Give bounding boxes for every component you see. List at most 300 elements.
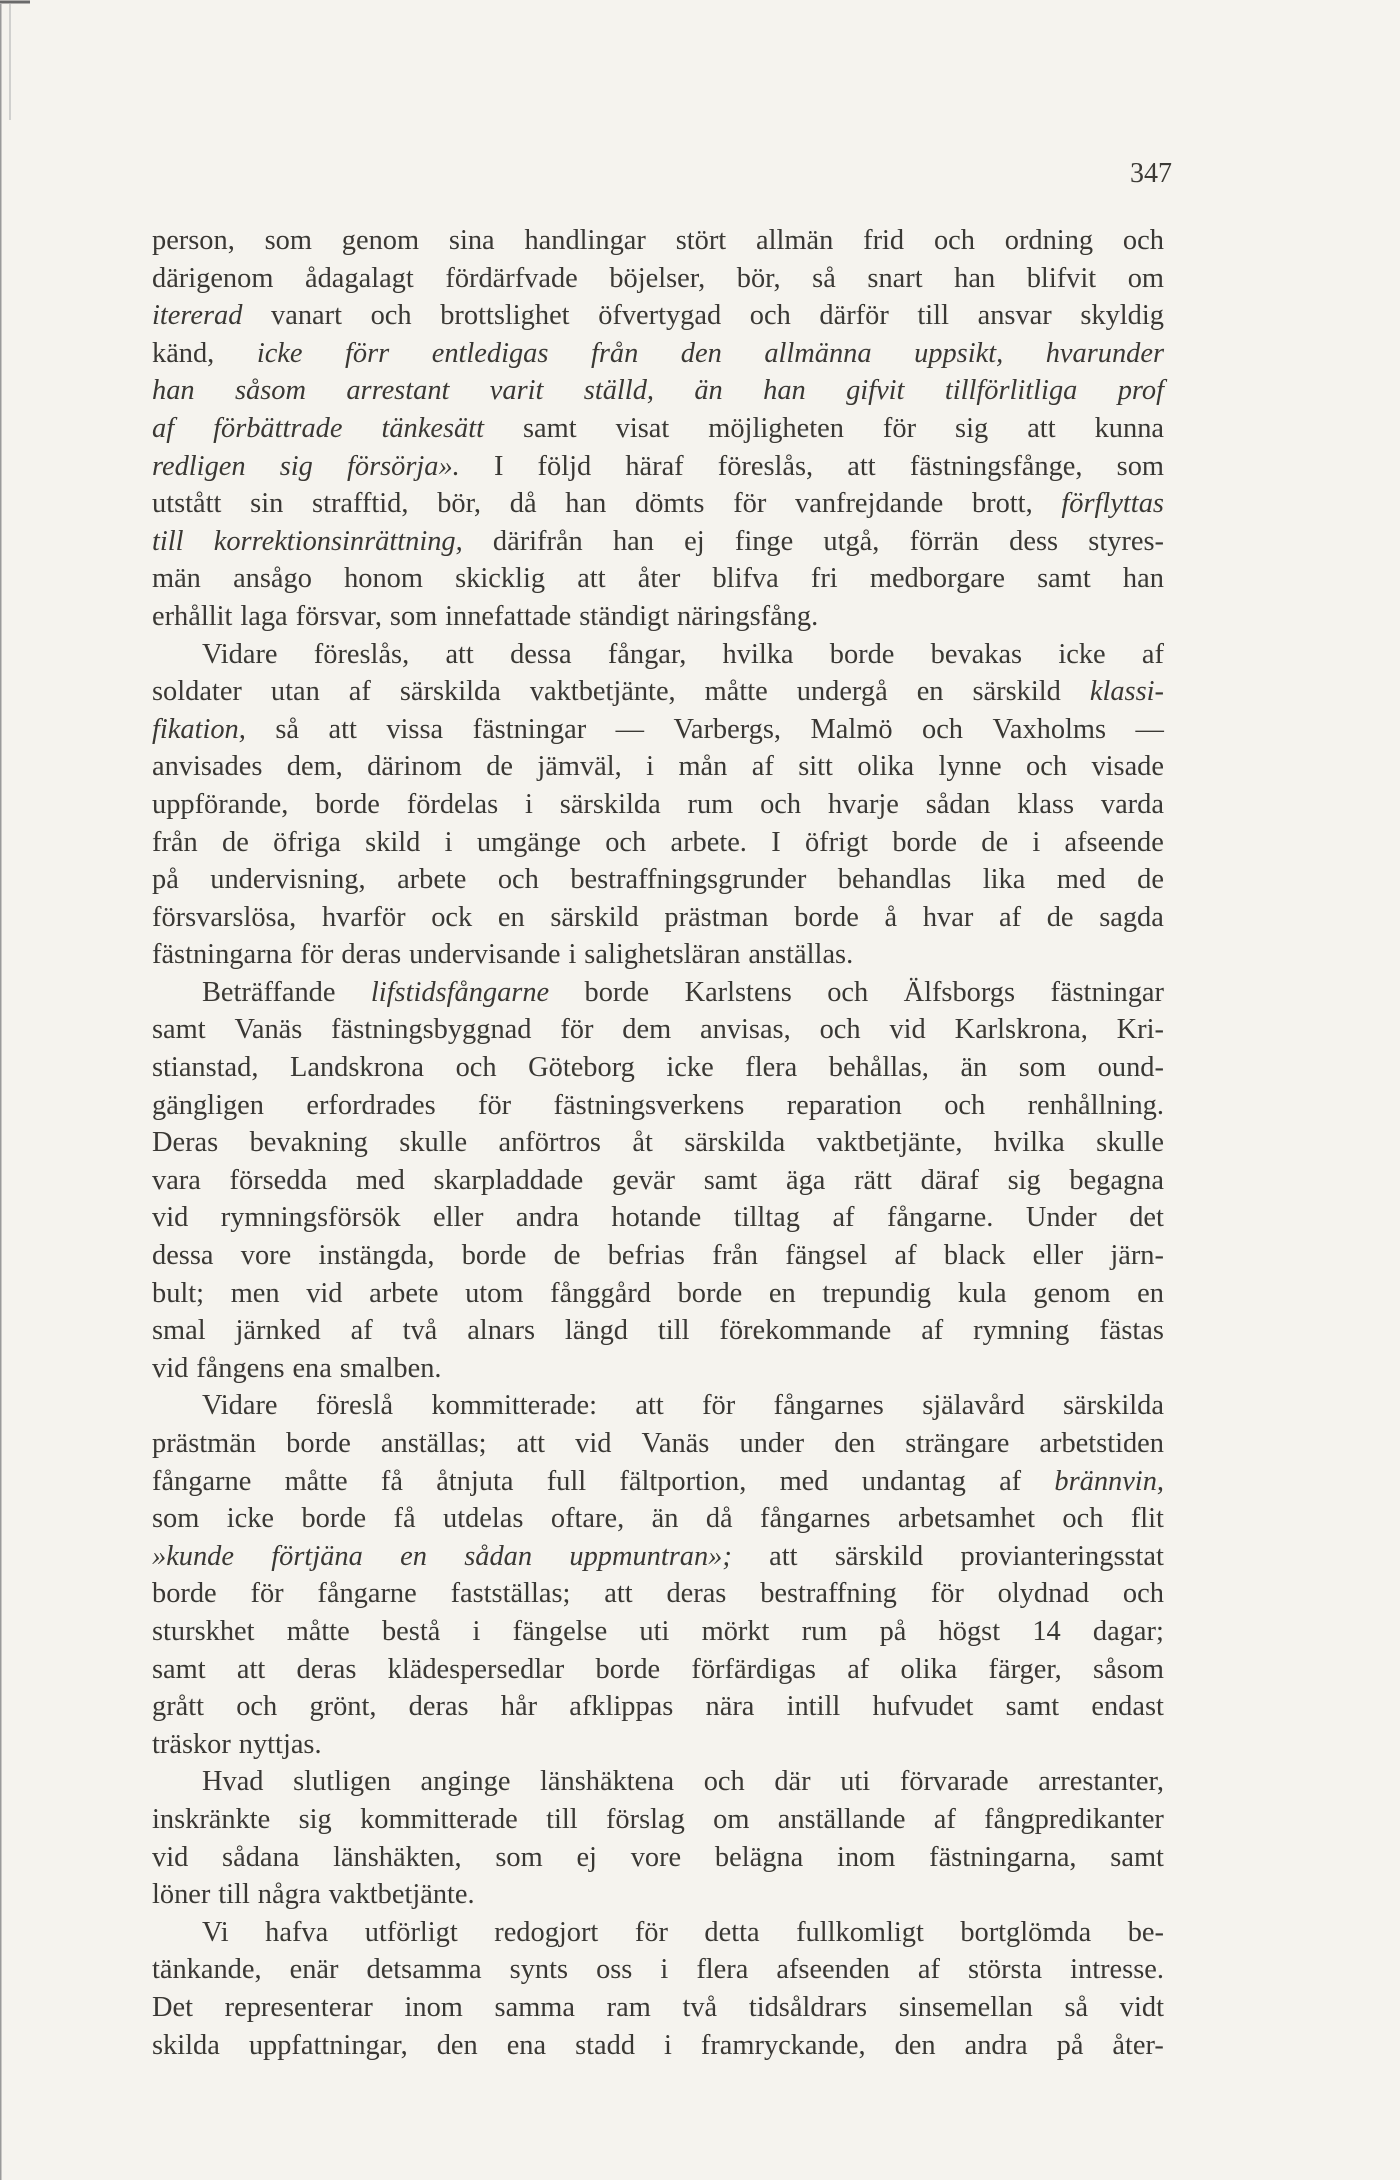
word: sig: [1007, 1164, 1041, 1196]
italic-word: uppsikt,: [914, 337, 1004, 369]
word: af: [933, 1803, 956, 1835]
word: hvar: [922, 901, 974, 933]
word: anställas.: [748, 939, 854, 971]
word: ansvar: [977, 300, 1052, 332]
word: hotande: [611, 1202, 702, 1234]
word: ena: [506, 2029, 547, 2061]
word: borde: [286, 1428, 351, 1459]
word: Karlskrona,: [954, 1014, 1088, 1046]
word: erfordrades: [306, 1089, 436, 1121]
word: i: [646, 751, 655, 783]
word: fullkomligt: [796, 1916, 924, 1948]
word: till: [657, 1315, 690, 1347]
word: och: [703, 1766, 745, 1798]
word: då: [705, 1503, 733, 1535]
word: Vaxholms: [992, 713, 1107, 745]
word: känd,: [152, 337, 215, 369]
word: grönt,: [309, 1691, 377, 1723]
word: försvar,: [295, 600, 382, 632]
word: ansågo: [233, 563, 312, 595]
word: att: [445, 638, 474, 670]
word: fältportion,: [619, 1465, 747, 1497]
word: sådan: [925, 788, 991, 820]
word: till: [546, 1803, 578, 1835]
word: befrias: [607, 1240, 685, 1272]
word: särskild: [550, 901, 639, 933]
word: på: [1056, 2029, 1084, 2061]
word: en: [916, 676, 944, 708]
word: att: [769, 1540, 798, 1572]
word: grått: [152, 1691, 205, 1723]
word: vid: [152, 1202, 189, 1234]
word: anvisas,: [700, 1014, 791, 1046]
word: vid: [575, 1428, 612, 1459]
italic-word: en: [400, 1540, 427, 1572]
text-line: [152, 1011, 1164, 1049]
italic-word: förflyttas: [1061, 488, 1164, 520]
word: afseenden: [776, 1954, 890, 1986]
text-line: [152, 673, 1164, 711]
word: stianstad,: [152, 1052, 259, 1084]
text-line: [152, 824, 1164, 862]
word: umgänge: [476, 826, 581, 858]
word: behandlas: [837, 864, 952, 896]
word: kommitterade:: [431, 1390, 598, 1422]
word: andra: [964, 2029, 1028, 2061]
word: borde: [152, 1578, 217, 1610]
word: arbete: [397, 864, 467, 896]
word: strängare: [905, 1428, 1010, 1459]
italic-word: gifvit: [846, 375, 905, 407]
word: få: [380, 1465, 403, 1497]
word: anförtros: [498, 1127, 601, 1159]
word: Älfsborgs: [903, 976, 1016, 1008]
word: för: [250, 1578, 284, 1610]
word: vissa: [386, 713, 444, 745]
text-line: [152, 1688, 1164, 1726]
word: finge: [734, 525, 794, 557]
italic-word: tillförlitliga: [944, 375, 1078, 407]
word: högst: [938, 1615, 1001, 1647]
italic-word: förtjäna: [271, 1540, 363, 1572]
word: från: [152, 826, 198, 858]
word: dem: [622, 1014, 672, 1046]
text-line: [152, 2027, 1164, 2065]
word: honom: [344, 563, 423, 595]
word: så: [275, 713, 299, 745]
word: till: [218, 1879, 250, 1911]
word: häraf: [625, 450, 684, 482]
word: möjligheten: [708, 412, 844, 444]
word: förslag: [605, 1803, 685, 1835]
italic-word: itererad: [152, 300, 243, 332]
italic-word: af: [152, 412, 175, 444]
word: ordning: [1004, 225, 1094, 256]
text-line: [152, 335, 1164, 373]
text-line: [152, 1275, 1164, 1313]
word: under: [739, 1428, 805, 1459]
word: länshäktena: [540, 1766, 675, 1798]
text-line: [152, 1763, 1164, 1801]
word: ådagalagt: [305, 262, 414, 294]
italic-word: allmänna: [764, 337, 872, 369]
word: Varbergs,: [673, 713, 782, 745]
word: undervisande: [409, 939, 561, 971]
word: full: [546, 1465, 587, 1497]
word: fängsel: [785, 1240, 868, 1272]
word: smalben.: [339, 1352, 442, 1384]
word: provianteringsstat: [960, 1540, 1164, 1572]
word: rymning: [973, 1315, 1070, 1347]
word: utgå,: [823, 525, 880, 557]
word: det: [1129, 1202, 1164, 1234]
word: dagar;: [1092, 1615, 1164, 1647]
word: enär: [289, 1954, 339, 1986]
word: ej: [684, 525, 705, 557]
word: vaktbetjänte.: [328, 1879, 475, 1911]
word: för: [560, 1014, 594, 1046]
text-line: [152, 748, 1164, 786]
word: person,: [152, 225, 235, 256]
word: ock: [431, 901, 473, 933]
italic-word: sådan: [464, 1540, 533, 1572]
word: samt: [703, 1164, 758, 1196]
word: anställande: [777, 1803, 906, 1835]
italic-word: »kunde: [152, 1540, 234, 1572]
italic-word: ställd,: [583, 375, 654, 407]
word: samt: [523, 412, 577, 444]
word: andra: [515, 1202, 579, 1234]
word: skulle: [399, 1127, 468, 1159]
word: och: [944, 1089, 986, 1121]
word: för: [478, 1089, 512, 1121]
word: själavård: [922, 1390, 1025, 1422]
word: och: [370, 300, 412, 332]
word: största: [967, 1954, 1043, 1986]
word: de: [222, 826, 249, 858]
word: uppfattningar,: [248, 2029, 408, 2061]
word: att: [1027, 412, 1056, 444]
word: borde: [892, 826, 957, 858]
word: af: [998, 901, 1022, 933]
word: ram: [606, 1991, 651, 2023]
word: sinsemellan: [898, 1991, 1033, 2023]
word: oftare,: [550, 1503, 625, 1535]
word: den: [436, 2029, 478, 2061]
word: sin: [250, 488, 284, 520]
word: den: [834, 1428, 876, 1459]
word: samt: [1037, 563, 1091, 595]
word: tänkande,: [152, 1954, 262, 1986]
word: detta: [704, 1916, 760, 1948]
word: öfriga: [273, 826, 341, 858]
word: samma: [494, 1991, 575, 2023]
word: anginge: [420, 1766, 511, 1798]
word: slutligen: [293, 1766, 391, 1798]
word: längd: [564, 1315, 628, 1347]
text-line: [152, 1613, 1164, 1651]
word: fångarne.: [886, 1202, 994, 1234]
word: för: [634, 1916, 668, 1948]
word: som: [1018, 1052, 1067, 1084]
word: synts: [509, 1954, 569, 1986]
word: hvarför: [321, 901, 406, 933]
word: en: [1137, 1277, 1164, 1309]
word: och: [749, 300, 791, 332]
text-line: [152, 1237, 1164, 1275]
word: bestraffning: [760, 1578, 897, 1610]
body-text: [152, 222, 1164, 2064]
word: undervisning,: [210, 864, 366, 896]
word: att: [635, 1390, 664, 1422]
word: flit: [1130, 1503, 1164, 1535]
text-line: [152, 1124, 1164, 1162]
word: vid: [889, 1014, 926, 1046]
word: Vanäs: [234, 1014, 303, 1046]
word: erhållit: [152, 600, 233, 632]
word: bör,: [437, 488, 482, 520]
word: de: [553, 1240, 581, 1272]
word: fri: [810, 563, 838, 595]
word: några: [257, 1879, 321, 1911]
word: olika: [857, 751, 915, 783]
word: af: [894, 1240, 917, 1272]
text-line: [152, 711, 1164, 749]
word: vid: [152, 1841, 189, 1873]
italic-word: tänkesätt: [381, 412, 484, 444]
word: flera: [696, 1954, 749, 1986]
word: å: [884, 901, 898, 933]
text-line: [152, 1839, 1164, 1877]
word: de: [1046, 901, 1074, 933]
word: inskränkte: [152, 1803, 271, 1835]
word: blifvit: [1026, 262, 1097, 294]
word: Under: [1025, 1202, 1097, 1234]
word: af: [350, 1315, 373, 1347]
word: samt: [152, 1653, 206, 1685]
italic-word: prof: [1117, 375, 1164, 407]
word: intill: [786, 1691, 841, 1723]
word: fästningsverkens: [553, 1089, 745, 1121]
word: skild: [365, 826, 421, 858]
italic-word: han: [763, 375, 806, 407]
word: deras: [666, 1578, 727, 1610]
word: förvarade: [899, 1766, 1009, 1798]
word: afseende: [1064, 826, 1164, 858]
italic-word: korrektionsinrättning,: [213, 525, 463, 557]
word: fångarne: [152, 1465, 252, 1497]
word: bortglömda: [960, 1916, 1092, 1948]
italic-word: lifstidsfångarne: [370, 976, 550, 1008]
word: olydnad: [997, 1578, 1090, 1610]
word: och: [922, 713, 963, 745]
word: anvisades: [152, 751, 263, 783]
word: renhållning.: [1027, 1089, 1164, 1121]
word: för: [702, 1390, 736, 1422]
word: framryckande,: [700, 2029, 866, 2061]
word: men: [230, 1277, 280, 1309]
word: behållas,: [828, 1052, 929, 1084]
text-line: [152, 260, 1164, 298]
italic-word: försörja».: [346, 450, 460, 482]
word: dessa: [152, 1240, 214, 1272]
word: sina: [448, 225, 495, 256]
word: sig: [298, 1803, 332, 1835]
word: lika: [982, 864, 1026, 896]
word: fästningar: [472, 713, 587, 745]
word: med: [1056, 864, 1106, 896]
text-line: [152, 523, 1164, 561]
italic-word: entledigas: [431, 337, 549, 369]
word: borde: [677, 1277, 743, 1309]
word: så: [1064, 1991, 1089, 2023]
text-line: [152, 899, 1164, 937]
word: eller: [433, 1202, 484, 1234]
word: samt: [1110, 1841, 1164, 1873]
word: gängligen: [152, 1089, 264, 1121]
word: innefattade: [445, 600, 572, 632]
word: icke: [666, 1052, 714, 1084]
word: om: [1127, 262, 1164, 294]
text-line: [152, 560, 1164, 598]
text-line: [152, 598, 1164, 636]
word: bult;: [152, 1277, 205, 1309]
italic-word: uppmuntran»;: [569, 1540, 732, 1572]
word: borde: [584, 976, 650, 1008]
word: därifrån: [492, 525, 583, 557]
word: Vanäs: [641, 1428, 710, 1459]
word: män: [152, 563, 201, 595]
word: dessa: [510, 638, 572, 670]
word: och: [827, 976, 869, 1008]
word: förfärdigas: [691, 1653, 816, 1685]
word: arbete.: [670, 826, 747, 858]
word: strafftid,: [312, 488, 409, 520]
word: undergå: [796, 676, 888, 708]
word: och: [1122, 1578, 1164, 1610]
word: fästningsfånge,: [909, 450, 1083, 482]
word: bevakning: [249, 1127, 368, 1159]
word: undantag: [861, 1465, 966, 1497]
italic-word: den: [680, 337, 722, 369]
word: hufvudet: [872, 1691, 974, 1723]
word: dömts: [635, 488, 705, 520]
word: förekommande: [719, 1315, 892, 1347]
word: skilda: [152, 2029, 220, 2061]
word: instängda,: [318, 1240, 435, 1272]
italic-word: sig: [279, 450, 313, 482]
word: smal: [152, 1315, 206, 1347]
italic-word: han: [152, 375, 195, 407]
word: i: [472, 1615, 481, 1647]
word: stört: [675, 225, 727, 256]
word: hvilka: [993, 1127, 1065, 1159]
word: intresse.: [1070, 1954, 1164, 1986]
word: i: [1032, 826, 1041, 858]
word: han: [954, 262, 996, 294]
word: rum: [687, 788, 734, 820]
word: mörkt: [701, 1615, 770, 1647]
word: de: [486, 751, 513, 783]
word: Kri-: [1116, 1014, 1164, 1046]
word: såsom: [1093, 1653, 1164, 1685]
word: utstått: [152, 488, 222, 520]
word: att: [328, 713, 357, 745]
text-line: [152, 1726, 1164, 1764]
word: kunna: [1094, 412, 1164, 444]
text-line: [152, 936, 1164, 974]
text-line: [152, 1425, 1164, 1463]
word: hvarje: [827, 788, 899, 820]
word: än: [651, 1503, 679, 1535]
word: därinom: [367, 751, 462, 783]
word: för: [733, 488, 767, 520]
word: rum: [801, 1615, 848, 1647]
word: åter: [637, 563, 681, 595]
word: af: [921, 1315, 944, 1347]
word: dem,: [286, 751, 343, 783]
word: snart: [867, 262, 923, 294]
word: Det: [152, 1991, 193, 2023]
word: utförligt: [364, 1916, 458, 1948]
word: och: [1062, 1503, 1104, 1535]
text-line: [152, 636, 1164, 674]
word: frid: [863, 225, 905, 256]
word: bevakas: [930, 638, 1023, 670]
word: träskor: [152, 1728, 231, 1760]
text-line: [152, 1387, 1164, 1425]
word: begagna: [1069, 1164, 1164, 1196]
italic-word: icke: [256, 337, 303, 369]
word: laga: [240, 600, 288, 632]
word: samt: [1005, 1691, 1060, 1723]
word: borde: [794, 901, 859, 933]
word: tilltag: [733, 1202, 800, 1234]
word: Hvad: [202, 1766, 264, 1798]
word: försvarslösa,: [152, 901, 297, 933]
italic-word: hvarunder: [1045, 337, 1164, 369]
word: särskilda: [399, 676, 501, 708]
word: prästmän: [152, 1428, 257, 1459]
italic-word: till: [152, 525, 184, 557]
word: vaktbetjänte,: [816, 1127, 963, 1159]
word: styres-: [1088, 525, 1164, 557]
word: tidsåldrars: [748, 1991, 868, 2023]
word: borde: [301, 1503, 367, 1535]
italic-word: såsom: [234, 375, 306, 407]
word: särskilda: [684, 1127, 786, 1159]
word: representerar: [224, 1991, 373, 2023]
word: skyldig: [1080, 300, 1164, 332]
text-line: [152, 1312, 1164, 1350]
word: åt: [632, 1127, 653, 1159]
text-line: [152, 1500, 1164, 1538]
word: utan: [270, 676, 320, 708]
word: reparation: [786, 1089, 902, 1121]
word: genom: [1033, 1277, 1111, 1309]
word: handlingar: [524, 225, 646, 256]
text-line: [152, 1162, 1164, 1200]
word: skulle: [1096, 1127, 1164, 1159]
word: af: [348, 676, 371, 708]
word: Beträffande: [202, 976, 336, 1008]
word: black: [943, 1240, 1006, 1272]
word: vanart: [271, 300, 342, 332]
word: af: [832, 1202, 855, 1234]
word: på: [879, 1615, 907, 1647]
word: alnars: [467, 1315, 535, 1347]
word: för: [882, 412, 917, 444]
